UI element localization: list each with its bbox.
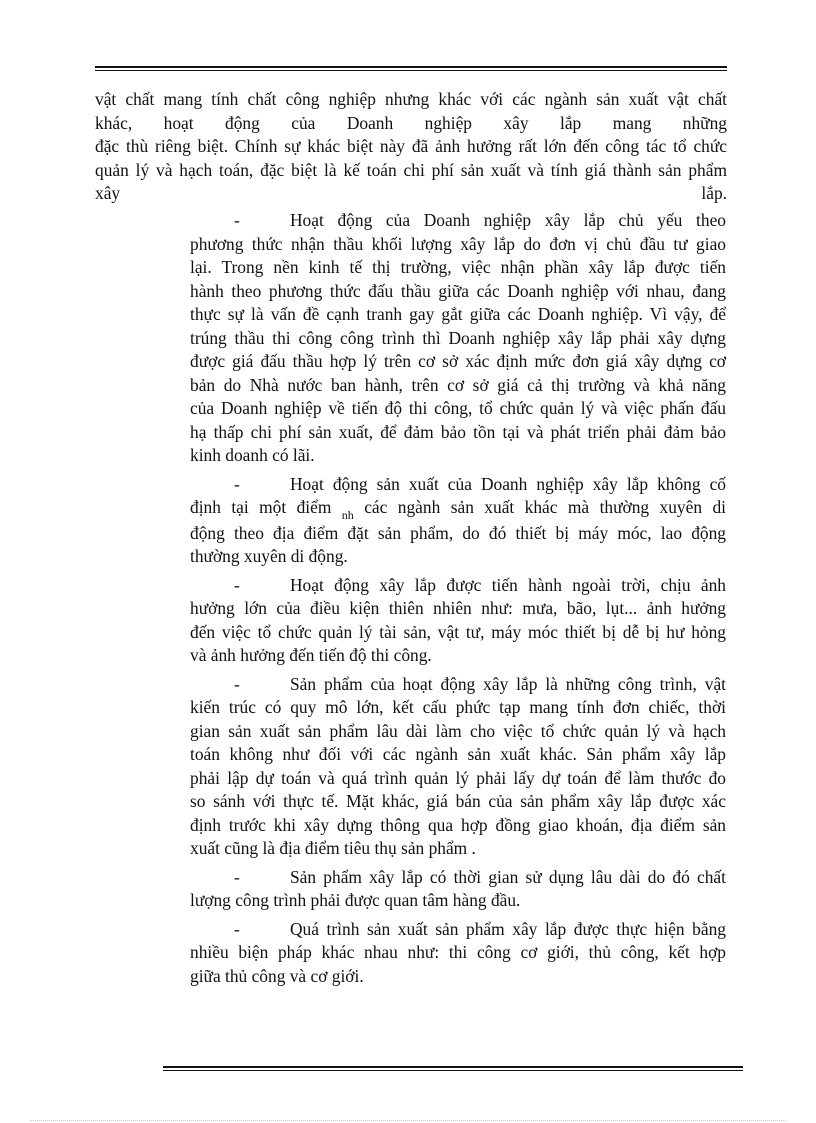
- text-line: thực sự là vấn đề cạnh tranh gay gắt giữa các Doanh nghiệp. Vì vậy, để: [190, 304, 726, 324]
- text-line: - Hoạt động xây lắp được tiến hành ngoài trời, chịu ảnh: [190, 574, 726, 598]
- bullet-paragraph: [190, 209, 726, 468]
- bullet-dash: -: [234, 866, 240, 887]
- header-double-rule: [95, 66, 727, 72]
- text-line: đến việc tổ chức quản lý tài sản, vật tư, máy móc thiết bị dễ bị hư hỏng: [190, 621, 726, 642]
- text-line: xuất cũng là địa điểm tiêu thụ sản phẩm .: [190, 838, 476, 858]
- text-line: lại. Trong nền kinh tế thị trường, việc nhận phần xây lắp được tiến: [190, 257, 726, 277]
- bullet-dash: -: [234, 473, 240, 494]
- text-line: - Quá trình sản xuất sản phẩm xây lắp được thực hiện bằng: [190, 918, 726, 942]
- subscript-fragment: nh: [341, 508, 354, 522]
- bullet-paragraph: [190, 918, 726, 989]
- bullet-dash: -: [234, 210, 240, 230]
- text-line: vật chất mang tính chất công nghiệp nhưng khác với các ngành sản xuất vật chất: [95, 89, 727, 109]
- text-line: định trước khi xây dựng thông qua hợp đồng giao khoán, địa điểm sản: [190, 814, 726, 835]
- text-line: - Sản phẩm của hoạt động xây lắp là những công trình, vật: [190, 673, 726, 697]
- page-edge-divider: [30, 1120, 786, 1121]
- text-line: xây lắp.: [95, 183, 727, 203]
- bullet-paragraph: [190, 866, 726, 913]
- bullet-dash: -: [234, 574, 240, 595]
- text-line: của Doanh nghiệp về tiến độ thi công, tổ chức quản lý và việc phấn đấu: [190, 398, 726, 418]
- text-line: bản do Nhà nước ban hành, trên cơ sở giá cả thị trường và khả năng: [190, 374, 726, 395]
- text-line: hành theo phương thức đấu thầu giữa các Doanh nghiệp với nhau, đang: [190, 280, 726, 301]
- text-line: - Sản phẩm xây lắp có thời gian sử dụng lâu dài do đó chất: [190, 866, 726, 890]
- text-line: phải lập dự toán và quá trình quản lý phải lấy dự toán để làm thước đo: [190, 767, 726, 788]
- text-line: trúng thầu thi công công trình thì Doanh nghiệp xây lắp phải xây dựng: [190, 327, 726, 348]
- intro-paragraph: [95, 88, 727, 206]
- text-line: nhiều biện pháp khác nhau như: thi công cơ giới, thủ công, kết hợp: [190, 942, 726, 962]
- text-line: quản lý và hạch toán, đặc biệt là kế toán chi phí sản xuất và tính giá thành sản phẩm: [95, 159, 727, 180]
- bullet-list: [190, 209, 726, 993]
- bullet-paragraph: [190, 473, 726, 569]
- bullet-paragraph: [190, 673, 726, 861]
- text-line: và ảnh hưởng đến tiến độ thi công.: [190, 645, 432, 665]
- text-line: - Hoạt động sản xuất của Doanh nghiệp xây lắp không cố: [190, 473, 726, 497]
- text-line: đặc thù riêng biệt. Chính sự khác biệt này đã ảnh hưởng rất lớn đến công tác tổ chức: [95, 136, 727, 156]
- text-line: phương thức nhận thầu khối lượng xây lắp do đơn vị chủ đầu tư giao: [190, 233, 726, 254]
- text-line: so sánh với thực tế. Mặt khác, giá bán của sản phẩm xây lắp được xác: [190, 791, 726, 811]
- bullet-paragraph: [190, 574, 726, 668]
- text-line: lượng công trình phải được quan tâm hàng đầu.: [190, 890, 521, 910]
- text-line: động theo địa điểm đặt sản phẩm, do đó thiết bị máy móc, lao động: [190, 522, 726, 543]
- text-line: - Hoạt động của Doanh nghiệp xây lắp chủ yếu theo: [190, 209, 726, 233]
- text-line: khác, hoạt động của Doanh nghiệp xây lắp mang những: [95, 112, 727, 133]
- text-line: giữa thủ công và cơ giới.: [190, 965, 364, 986]
- text-line: hưởng lớn của điều kiện thiên nhiên như: mưa, bão, lụt... ảnh hưởng: [190, 598, 726, 618]
- text-line: hạ thấp chi phí sản xuất, để đảm bảo tồn tại và phát triển phải đảm bảo: [190, 421, 726, 442]
- bullet-dash: -: [234, 918, 240, 939]
- text-line: được giá đấu thầu hợp lý trên cơ sở xác định mức đơn giá xây dựng cơ: [190, 351, 726, 371]
- footer-double-rule: [163, 1066, 743, 1072]
- text-line: toán không như đối với các ngành sản xuất khác. Sản phẩm xây lắp: [190, 744, 726, 764]
- text-line: kinh doanh có lãi.: [190, 445, 315, 465]
- text-line: thường xuyên di động.: [190, 546, 348, 566]
- text-line: gian sản xuất sản phẩm lâu dài làm cho việc tổ chức quản lý và hạch: [190, 720, 726, 741]
- bullet-dash: -: [234, 673, 240, 694]
- text-line: kiến trúc có quy mô lớn, kết cấu phức tạp mang tính đơn chiếc, thời: [190, 697, 726, 717]
- text-line: định tại một điểm $_{nh}$ các ngành sản xuất khác mà thường xuyên di: [190, 497, 726, 522]
